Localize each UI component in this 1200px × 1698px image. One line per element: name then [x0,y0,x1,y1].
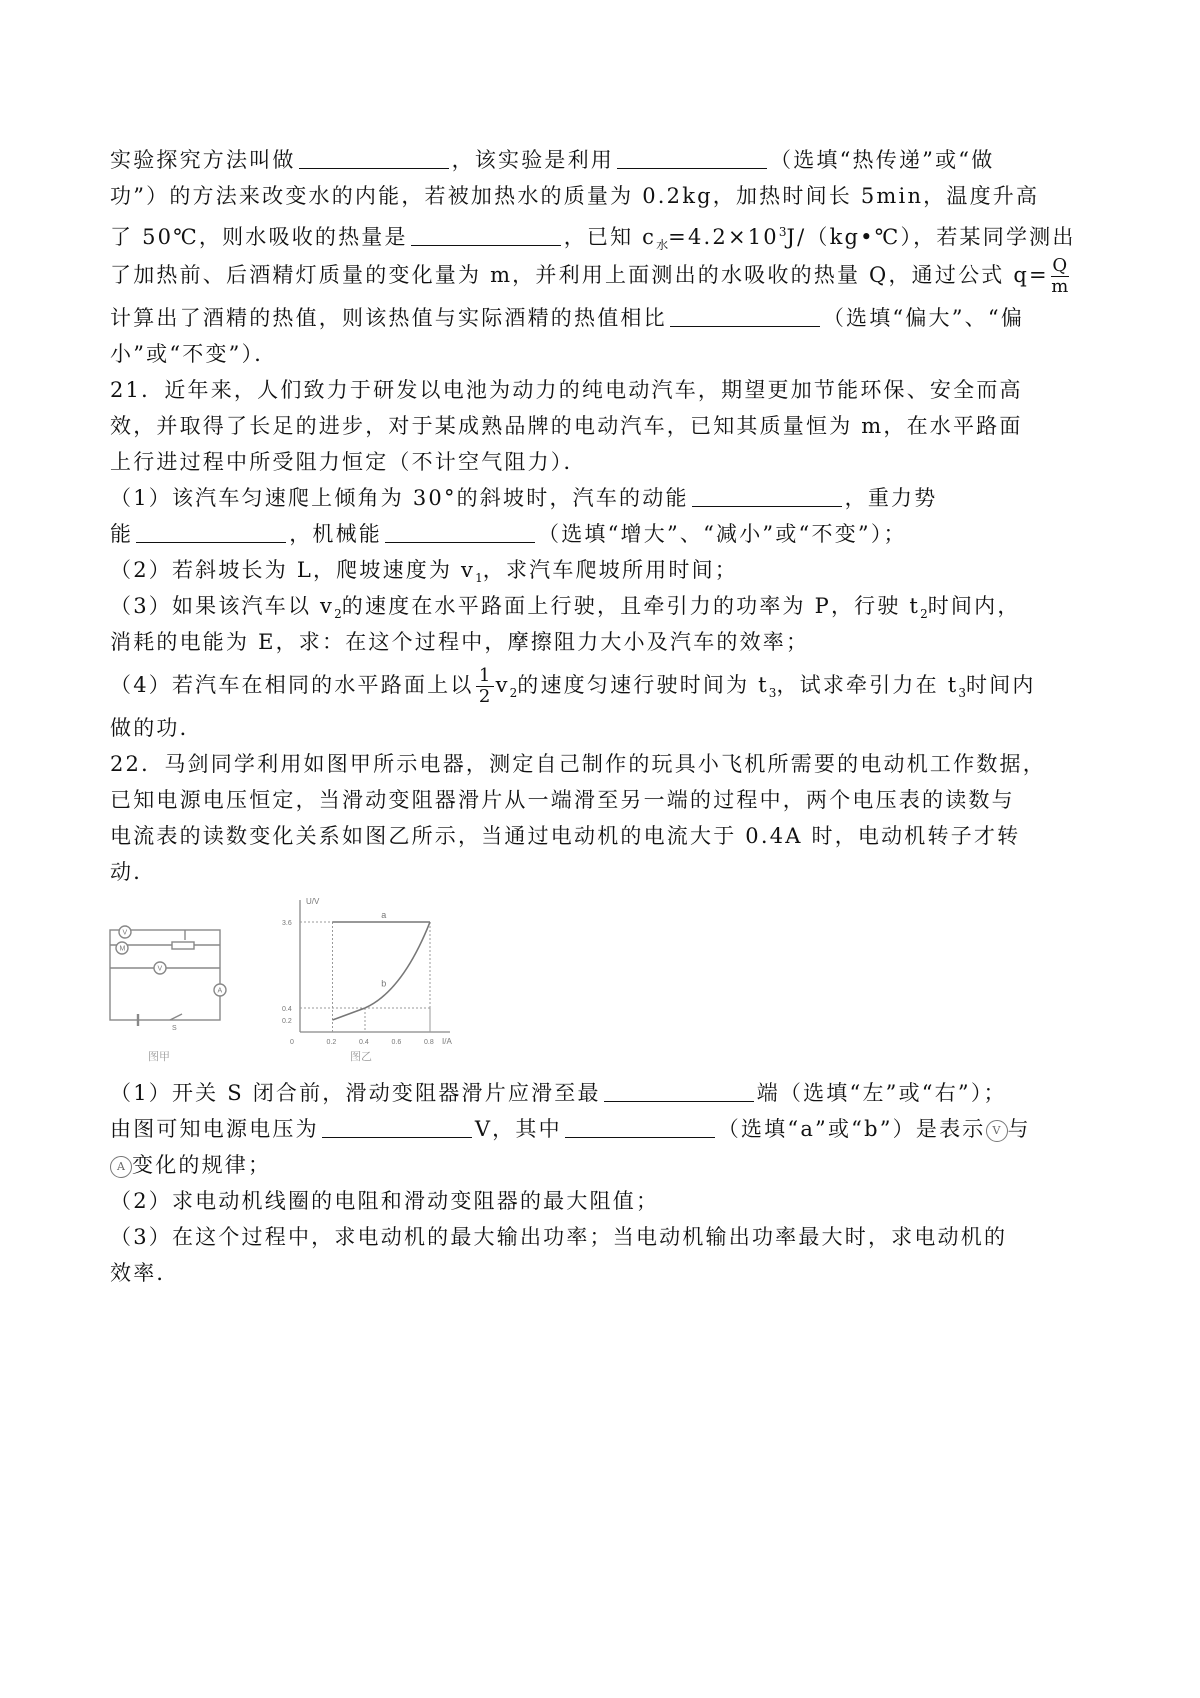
y-tick-label: 0.4 [282,1006,292,1013]
answer-blank[interactable] [299,146,449,169]
circuit-diagram [110,926,226,1026]
q21-text: （1）该汽车匀速爬上倾角为 30°的斜坡时，汽车的动能 [110,486,689,510]
answer-blank[interactable] [565,1115,715,1138]
superscript: 3 [778,225,787,239]
voltmeter-1-label: V [122,929,128,937]
q22-part-2 [110,1183,1100,1219]
ammeter-symbol-label: A [117,1159,125,1173]
switch-icon [170,1014,182,1020]
q20-text: ，该实验是利用 [451,148,615,172]
answer-blank[interactable] [604,1079,754,1102]
q20-line-3 [110,214,1100,253]
q20-text: 小”或“不变”）． [110,342,278,366]
q20-text: （选填“偏大”、“偏 [822,306,1025,330]
q20-text: 实验探究方法叫做 [110,148,296,172]
q20-text: （选填“热传递”或“做 [770,148,995,172]
fraction-numerator: 1 [478,665,491,686]
q21-text: 上行进过程中所受阻力恒定（不计空气阻力）． [110,450,587,474]
subscript: 2 [509,686,518,701]
q20-text: J/（kg•℃），若某同学测出 [786,225,1076,249]
q21-text: ，重力势 [844,486,938,510]
q21-part-3 [110,588,1100,624]
q22-text: （选填“a”或“b”）是表示 [717,1117,986,1141]
subscript: 2 [920,607,928,622]
q22-text: 由图可知电源电压为 [110,1117,319,1141]
graph-x-label: I/A [442,1037,452,1046]
x-tick-label: 0.8 [424,1039,434,1046]
q21-text: v [495,673,510,697]
q22-text: 效率． [110,1261,180,1285]
q21-text: 21．近年来，人们致力于研发以电池为动力的纯电动汽车，期望更加节能环保、安全而高 [110,378,1023,402]
q22-text: 端（选填“左”或“右”）； [756,1081,1007,1105]
graph-series-layer [282,910,434,1046]
subscript: 水 [656,238,669,253]
series-line-b [333,922,431,1020]
q20-text: 功”）的方法来改变水的内能，若被加热水的质量为 0.2kg，加热时间长 5min，温度升高 [110,184,1040,208]
y-tick-label: 0.2 [282,1018,292,1025]
curve-label-a: a [381,910,387,920]
half-fraction [476,666,494,707]
fraction-denominator: 2 [478,686,491,707]
q22-line-2 [110,782,1100,818]
figure-graphics [100,890,460,1075]
answer-blank[interactable] [385,520,535,543]
rheostat-icon [172,942,194,949]
q21-text: 能 [110,522,134,546]
q22-text: 动． [110,860,157,884]
q20-text: =4.2×10 [668,225,779,249]
q22-text: （1）开关 S 闭合前，滑动变阻器滑片应滑至最 [110,1081,601,1105]
q20-text: ，已知 c [563,225,657,249]
q21-part-1-cont [110,516,1100,552]
q22-text: 变化的规律； [132,1153,272,1177]
q21-text: 效，并取得了长足的进步，对于某成熟品牌的电动汽车，已知其质量恒为 m，在水平路面 [110,414,1023,438]
answer-blank[interactable] [136,520,286,543]
graph-figure [282,897,452,1046]
answer-blank[interactable] [670,304,820,327]
motor-label: M [119,945,126,953]
q20-line-5 [110,300,1100,336]
q21-text: （3）如果该汽车以 v [110,594,335,618]
q20-line-2 [110,178,1100,214]
q22-part-1-cont2 [110,1147,1100,1183]
formula-fraction [1051,256,1069,297]
q22-part-3-cont [110,1255,1100,1291]
q22-line-3 [110,818,1100,854]
voltmeter-symbol-label: V [992,1123,1001,1137]
voltmeter-2-label: V [157,965,163,973]
x-tick-label: 0.4 [359,1039,369,1046]
q21-text: 时间内 [966,673,1036,697]
x-tick-label: 0 [290,1039,294,1046]
answer-blank[interactable] [617,146,767,169]
q20-text: 了 50℃，则水吸收的热量是 [110,225,408,249]
q21-part-4 [110,660,1100,710]
q21-text: （4）若汽车在相同的水平路面上以 [110,673,474,697]
q20-text: 计算出了酒精的热值，则该热值与实际酒精的热值相比 [110,306,667,330]
subscript: 2 [334,607,342,622]
q21-text: ，求汽车爬坡所用时间； [482,558,738,582]
x-tick-label: 0.2 [326,1039,337,1046]
q21-line-3 [110,444,1100,480]
q22-text: （3）在这个过程中，求电动机的最大输出功率；当电动机输出功率最大时，求电动机的 [110,1225,1008,1249]
q22-line-1 [110,746,1100,782]
q22-line-4 [110,854,1100,890]
q22-text: 已知电源电压恒定，当滑动变阻器滑片从一端滑至另一端的过程中，两个电压表的读数与 [110,788,1015,812]
answer-blank[interactable] [411,223,561,246]
answer-blank[interactable] [322,1115,472,1138]
q21-part-4-cont [110,710,1100,746]
q20-line-1 [110,142,1100,178]
q22-text: 与 [1007,1117,1031,1141]
q21-line-2 [110,408,1100,444]
q21-part-1 [110,480,1100,516]
fraction-numerator: Q [1052,255,1068,276]
q21-line-1 [110,372,1100,408]
curve-label-b: b [381,978,387,989]
figure-2-caption: 图乙 [350,1051,372,1063]
x-tick-label: 0.6 [391,1039,402,1046]
q21-text: 的速度匀速行驶时间为 t [517,673,769,697]
fraction-denominator: m [1051,276,1069,297]
y-tick-label: 3.6 [282,920,292,927]
q22-text: V，其中 [474,1117,562,1141]
q20-text: 了加热前、后酒精灯质量的变化量为 m，并利用上面测出的水吸收的热量 Q，通过公式 q= [110,263,1049,287]
subscript: 3 [768,686,777,701]
subscript: 1 [475,571,483,586]
q21-text: （2）若斜坡长为 L，爬坡速度为 v [110,558,476,582]
ammeter-label: A [217,987,223,995]
q22-part-3 [110,1219,1100,1255]
q21-text: 做的功． [110,716,203,740]
subscript: 3 [958,686,966,701]
q22-text: 22．马剑同学利用如图甲所示电器，测定自己制作的玩具小飞机所需要的电动机工作数据， [110,752,1046,776]
q21-text: 消耗的电能为 E，求：在这个过程中，摩擦阻力大小及汽车的效率； [110,630,810,654]
q21-text: （选填“增大”、“减小”或“不变”）； [538,522,907,546]
q21-part-2 [110,552,1100,588]
worksheet-page [110,142,1100,1291]
q22-part-1 [110,1075,1100,1111]
graph-y-label: U/V [306,897,320,906]
q22-part-1-cont [110,1111,1100,1147]
answer-blank[interactable] [692,484,842,507]
q20-line-6 [110,336,1100,372]
q21-text: ，试求牵引力在 t [776,673,959,697]
ammeter-symbol-icon [110,1156,132,1178]
q20-line-4 [110,250,1100,300]
q21-text: ，机械能 [289,522,383,546]
voltmeter-symbol-icon [986,1120,1008,1142]
q21-part-3-cont [110,624,1100,660]
figures-row [110,890,1100,1075]
q21-text: 的速度在水平路面上行驶，且牵引力的功率为 P，行驶 t [341,594,921,618]
q21-text: 时间内， [927,594,1021,618]
q22-text: （2）求电动机线圈的电阻和滑动变阻器的最大阻值； [110,1189,660,1213]
switch-label: S [172,1025,177,1032]
figure-1-caption: 图甲 [148,1051,170,1063]
q22-text: 电流表的读数变化关系如图乙所示，当通过电动机的电流大于 0.4A 时，电动机转子才转 [110,824,1021,848]
